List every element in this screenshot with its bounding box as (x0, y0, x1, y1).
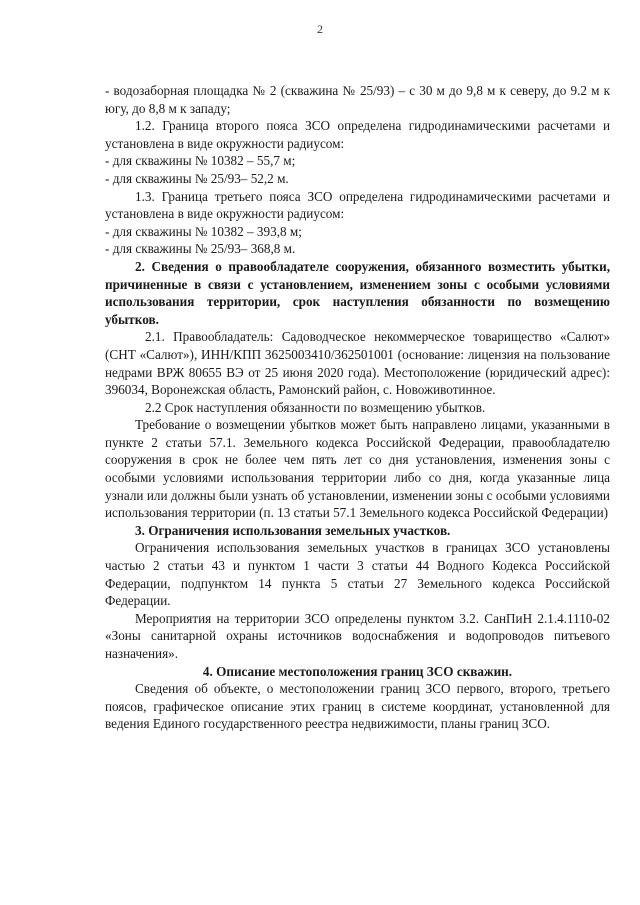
list-item-well-10382-third: - для скважины № 10382 – 393,8 м; (105, 223, 302, 239)
paragraph-2-2-title: 2.2 Срок наступления обязанности по возмещению убытков. (145, 399, 486, 415)
list-item-well-2593-third: - для скважины № 25/93– 368,8 м. (105, 241, 296, 257)
section-heading-2: 2. Сведения о правообладателе сооружения, обязанного возместить убытки, причиненные в связи с установлением, изменением зоны с особыми условиями использования территории, срок наступления обязанности по возмещению убытков. (105, 258, 610, 327)
section-heading-3: 3. Ограничения использования земельных участков. (135, 522, 451, 538)
list-item-well-2593-second: - для скважины № 25/93– 52,2 м. (105, 170, 289, 186)
page-number: 2 (317, 22, 323, 36)
paragraph-4-description: Сведения об объекте, о местоположении границ ЗСО первого, второго, третьего поясов, графическое описание этих границ в системе координат, установленной для ведения Единого государственного реестра недвижимости, планы границ ЗСО. (105, 681, 610, 732)
paragraph-second-belt: 1.2. Граница второго пояса ЗСО определена гидродинамическими расчетами и установлена в виде окружности радиусом: (105, 118, 610, 151)
paragraph-intake-site-2: - водозаборная площадка № 2 (скважина № 25/93) – с 30 м до 9,8 м к северу, до 9.2 м к югу, до 8,8 м к западу; (105, 83, 610, 116)
document-body (105, 82, 610, 733)
paragraph-2-1-owner: 2.1. Правообладатель: Садоводческое некоммерческое товарищество «Салют» (СНТ «Салют»), ИНН/КПП 3625003410/362501001 (основание: лицензия на пользование недрами ВРЖ 80655 ВЭ от 25 июня 2020 года). Местоположение (юридический адрес): 396034, Воронежская область, Рамонский район, с. Новоживотинное. (105, 329, 610, 398)
section-heading-4: 4. Описание местоположения границ ЗСО скважин. (202, 663, 513, 679)
paragraph-3-restrictions: Ограничения использования земельных участков в границах ЗСО установлены частью 2 статьи 43 и пунктом 1 части 3 статьи 44 Водного Кодекса Российской Федерации, подпунктом 14 пункта 5 статьи 27 Земельного кодекса Российской Федерации. (105, 540, 610, 609)
paragraph-2-2-body: Требование о возмещении убытков может быть направлено лицами, указанными в пункте 2 статьи 57.1. Земельного кодекса Российской Федерации, правообладателю сооружения в срок не более чем пять лет со дня установления, изменения зоны с особыми условиями использования территории либо со дня, когда указанные лица узнали или должны были узнать об установлении, изменении зоны с особыми условиями использования территории (п. 13 статьи 57.1 Земельного кодекса Российской Федерации) (105, 417, 610, 521)
list-item-well-10382-second: - для скважины № 10382 – 55,7 м; (105, 153, 296, 169)
paragraph-3-measures: Мероприятия на территории ЗСО определены пунктом 3.2. СанПиН 2.1.4.1110-02 «Зоны санитарной охраны источников водоснабжения и водопроводов питьевого назначения». (105, 610, 610, 661)
paragraph-third-belt: 1.3. Граница третьего пояса ЗСО определена гидродинамическими расчетами и установлена в виде окружности радиусом: (105, 188, 610, 222)
